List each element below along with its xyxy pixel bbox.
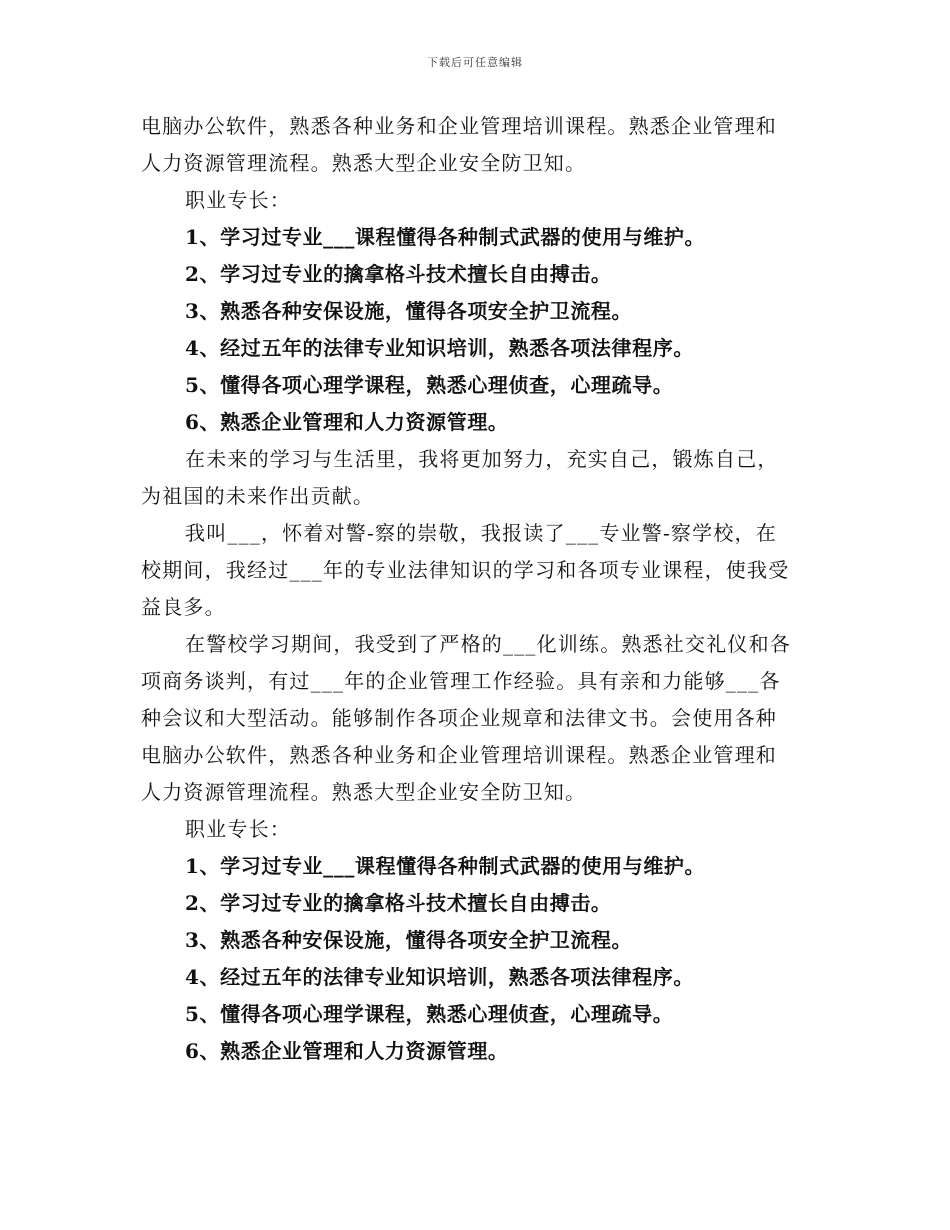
text-line: 职业专长： [185, 817, 291, 841]
text-line: 项商务谈判，有过___年的企业管理工作经验。具有亲和力能够___各 [141, 669, 781, 693]
list-item: 5、懂得各项心理学课程，熟悉心理侦查，心理疏导。 [185, 1002, 674, 1026]
text-line: 电脑办公软件，熟悉各种业务和企业管理培训课程。熟悉企业管理和 [141, 743, 777, 767]
text-line: 我叫___，怀着对警-察的崇敬，我报读了___专业警-察学校，在 [185, 521, 777, 545]
text-line: 益良多。 [141, 595, 226, 619]
list-item: 6、熟悉企业管理和人力资源管理。 [185, 410, 509, 434]
list-item: 6、熟悉企业管理和人力资源管理。 [185, 1039, 509, 1063]
page-header: 下载后可任意编辑 [427, 56, 523, 69]
text-line: 在未来的学习与生活里，我将更加努力，充实自己，锻炼自己， [185, 447, 779, 471]
text-line: 人力资源管理流程。熟悉大型企业安全防卫知。 [141, 780, 587, 804]
document-body [141, 108, 813, 1070]
list-item: 4、经过五年的法律专业知识培训，熟悉各项法律程序。 [185, 336, 694, 360]
list-item: 1、学习过专业___课程懂得各种制式武器的使用与维护。 [185, 225, 706, 249]
text-line: 在警校学习期间，我受到了严格的___化训练。熟悉社交礼仪和各 [185, 632, 791, 656]
text-line: 种会议和大型活动。能够制作各项企业规章和法律文书。会使用各种 [141, 706, 777, 730]
text-line: 人力资源管理流程。熟悉大型企业安全防卫知。 [141, 151, 587, 175]
list-item: 3、熟悉各种安保设施，懂得各项安全护卫流程。 [185, 299, 633, 323]
text-line: 电脑办公软件，熟悉各种业务和企业管理培训课程。熟悉企业管理和 [141, 114, 777, 138]
list-item: 2、学习过专业的擒拿格斗技术擅长自由搏击。 [185, 262, 612, 286]
text-line: 职业专长： [185, 188, 291, 212]
list-item: 2、学习过专业的擒拿格斗技术擅长自由搏击。 [185, 891, 612, 915]
text-line: 为祖国的未来作出贡献。 [141, 484, 375, 508]
list-item: 4、经过五年的法律专业知识培训，熟悉各项法律程序。 [185, 965, 694, 989]
list-item: 1、学习过专业___课程懂得各种制式武器的使用与维护。 [185, 854, 706, 878]
list-item: 3、熟悉各种安保设施，懂得各项安全护卫流程。 [185, 928, 633, 952]
list-item: 5、懂得各项心理学课程，熟悉心理侦查，心理疏导。 [185, 373, 674, 397]
text-line: 校期间，我经过___年的专业法律知识的学习和各项专业课程，使我受 [141, 558, 790, 582]
